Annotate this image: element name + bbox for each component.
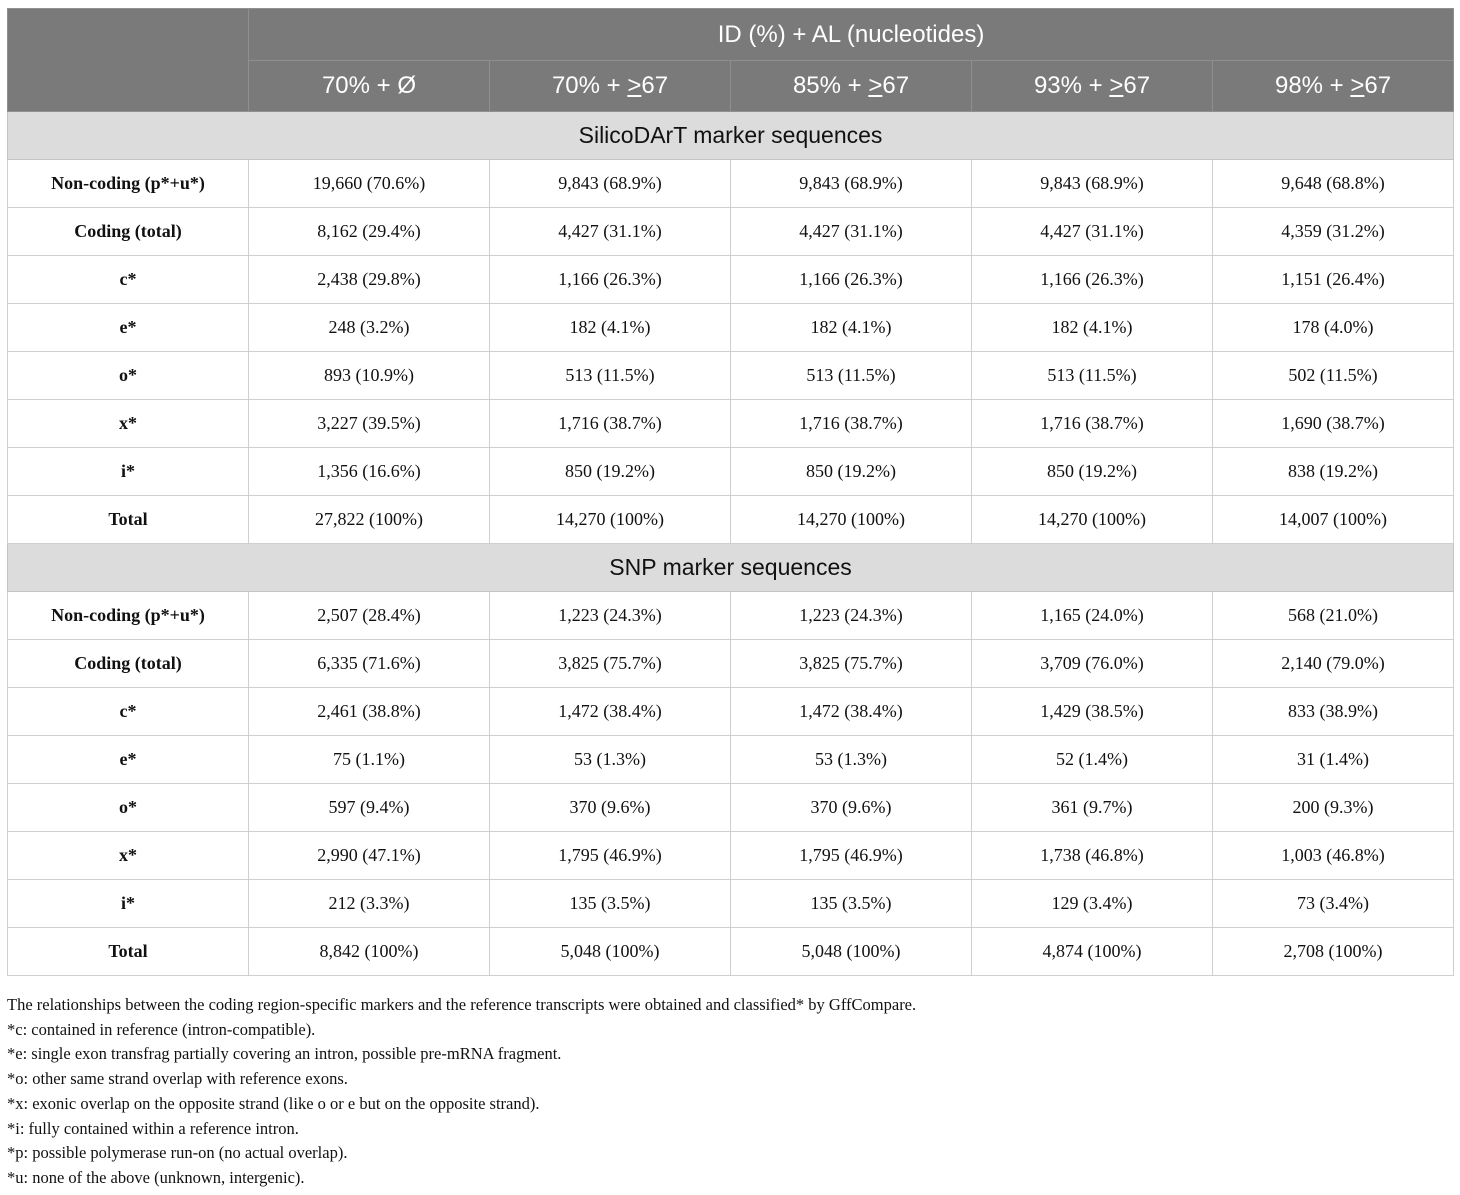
- header-corner-cell: [8, 9, 249, 112]
- table-body: [8, 112, 1454, 976]
- row-label: Total: [8, 928, 249, 976]
- table-cell: 1,429 (38.5%): [972, 688, 1213, 736]
- table-cell: 4,874 (100%): [972, 928, 1213, 976]
- table-row: [8, 832, 1454, 880]
- footnote: *x: exonic overlap on the opposite strand (like o or e but on the opposite strand).: [7, 1093, 540, 1113]
- table-row: [8, 448, 1454, 496]
- table-cell: 73 (3.4%): [1213, 880, 1454, 928]
- row-label: Non-coding (p*+u*): [8, 160, 249, 208]
- table-cell: 2,140 (79.0%): [1213, 640, 1454, 688]
- table-cell: 1,716 (38.7%): [490, 400, 731, 448]
- column-header-separator: +: [599, 72, 628, 99]
- table-cell: 248 (3.2%): [249, 304, 490, 352]
- table-cell: 1,795 (46.9%): [490, 832, 731, 880]
- table-cell: 212 (3.3%): [249, 880, 490, 928]
- table-cell: 14,270 (100%): [731, 496, 972, 544]
- column-header-al: 67: [1123, 72, 1151, 99]
- table-cell: 2,507 (28.4%): [249, 592, 490, 640]
- table-cell: 370 (9.6%): [490, 784, 731, 832]
- table-cell: 1,223 (24.3%): [490, 592, 731, 640]
- table-cell: 14,270 (100%): [490, 496, 731, 544]
- table-row: [8, 688, 1454, 736]
- row-label: i*: [8, 880, 249, 928]
- table-cell: 1,795 (46.9%): [731, 832, 972, 880]
- table-cell: 4,359 (31.2%): [1213, 208, 1454, 256]
- table-row: [8, 304, 1454, 352]
- row-label: Non-coding (p*+u*): [8, 592, 249, 640]
- table-cell: 129 (3.4%): [972, 880, 1213, 928]
- table-cell: 4,427 (31.1%): [972, 208, 1213, 256]
- classification-table: [7, 8, 1454, 976]
- column-header-separator: +: [840, 72, 869, 99]
- table-cell: 1,472 (38.4%): [490, 688, 731, 736]
- row-label: c*: [8, 256, 249, 304]
- row-label: e*: [8, 736, 249, 784]
- table-cell: 9,648 (68.8%): [1213, 160, 1454, 208]
- row-label: o*: [8, 352, 249, 400]
- table-cell: 27,822 (100%): [249, 496, 490, 544]
- table-footnotes: [7, 993, 1453, 1191]
- table-cell: 833 (38.9%): [1213, 688, 1454, 736]
- column-header: [490, 61, 731, 112]
- table-row: [8, 400, 1454, 448]
- table-row: [8, 592, 1454, 640]
- table-cell: 53 (1.3%): [731, 736, 972, 784]
- column-header-id: 98%: [1274, 72, 1324, 99]
- column-header-id: 70%: [321, 72, 370, 99]
- row-label: c*: [8, 688, 249, 736]
- table-cell: 2,990 (47.1%): [249, 832, 490, 880]
- table-row: [8, 640, 1454, 688]
- table-cell: 2,438 (29.8%): [249, 256, 490, 304]
- table-cell: 135 (3.5%): [490, 880, 731, 928]
- table-cell: 8,842 (100%): [249, 928, 490, 976]
- table-cell: 1,165 (24.0%): [972, 592, 1213, 640]
- column-header-al: 67: [641, 72, 669, 99]
- column-header-id: 85%: [792, 72, 841, 99]
- column-header: [249, 61, 490, 112]
- table-cell: 2,461 (38.8%): [249, 688, 490, 736]
- table-cell: 5,048 (100%): [490, 928, 731, 976]
- table-cell: 361 (9.7%): [972, 784, 1213, 832]
- table-cell: 1,738 (46.8%): [972, 832, 1213, 880]
- column-header-separator: +: [1081, 72, 1110, 99]
- section-title: SNP marker sequences: [8, 544, 1454, 592]
- column-header: [972, 61, 1213, 112]
- table-cell: 1,003 (46.8%): [1213, 832, 1454, 880]
- column-header-ge-symbol: >: [1350, 72, 1365, 99]
- table-row: [8, 784, 1454, 832]
- table-cell: 1,166 (26.3%): [972, 256, 1213, 304]
- footnote: *i: fully contained within a reference intron.: [7, 1118, 299, 1138]
- table-caption-note: The relationships between the coding region-specific markers and the reference transcripts were obtained and classified* by GffCompare.: [7, 995, 917, 1014]
- table-cell: 53 (1.3%): [490, 736, 731, 784]
- table-cell: 31 (1.4%): [1213, 736, 1454, 784]
- column-header-al: 67: [882, 72, 910, 99]
- table-cell: 513 (11.5%): [490, 352, 731, 400]
- table-cell: 52 (1.4%): [972, 736, 1213, 784]
- column-header: [1213, 61, 1454, 112]
- table-cell: 4,427 (31.1%): [490, 208, 731, 256]
- column-header-ge-symbol: >: [1109, 72, 1124, 99]
- column-header-al: Ø: [397, 72, 417, 99]
- table-cell: 850 (19.2%): [972, 448, 1213, 496]
- table-row: [8, 208, 1454, 256]
- footnote: *u: none of the above (unknown, intergenic).: [7, 1167, 305, 1187]
- table-header: [8, 9, 1454, 112]
- column-header-al: 67: [1364, 72, 1392, 99]
- row-label: o*: [8, 784, 249, 832]
- table-cell: 9,843 (68.9%): [972, 160, 1213, 208]
- table-cell: 1,151 (26.4%): [1213, 256, 1454, 304]
- section-title: SilicoDArT marker sequences: [8, 112, 1454, 160]
- results-table-container: [7, 8, 1453, 976]
- table-cell: 182 (4.1%): [490, 304, 731, 352]
- table-cell: 1,472 (38.4%): [731, 688, 972, 736]
- table-cell: 597 (9.4%): [249, 784, 490, 832]
- row-label: Coding (total): [8, 208, 249, 256]
- table-row: [8, 928, 1454, 976]
- table-cell: 1,223 (24.3%): [731, 592, 972, 640]
- table-cell: 3,227 (39.5%): [249, 400, 490, 448]
- table-cell: 3,825 (75.7%): [490, 640, 731, 688]
- table-cell: 14,007 (100%): [1213, 496, 1454, 544]
- table-cell: 1,716 (38.7%): [731, 400, 972, 448]
- table-cell: 9,843 (68.9%): [490, 160, 731, 208]
- table-cell: 8,162 (29.4%): [249, 208, 490, 256]
- table-cell: 182 (4.1%): [731, 304, 972, 352]
- table-row: [8, 736, 1454, 784]
- table-cell: 513 (11.5%): [731, 352, 972, 400]
- column-header-ge-symbol: >: [627, 72, 642, 99]
- table-cell: 893 (10.9%): [249, 352, 490, 400]
- row-label: x*: [8, 832, 249, 880]
- column-header-ge-symbol: >: [868, 72, 883, 99]
- table-cell: 5,048 (100%): [731, 928, 972, 976]
- footnote: *p: possible polymerase run-on (no actual overlap).: [7, 1143, 348, 1163]
- header-group-title: ID (%) + AL (nucleotides): [249, 9, 1454, 61]
- table-cell: 200 (9.3%): [1213, 784, 1454, 832]
- section-header-row: [8, 112, 1454, 160]
- table-cell: 513 (11.5%): [972, 352, 1213, 400]
- table-cell: 6,335 (71.6%): [249, 640, 490, 688]
- table-cell: 135 (3.5%): [731, 880, 972, 928]
- table-cell: 3,825 (75.7%): [731, 640, 972, 688]
- footnote: *o: other same strand overlap with reference exons.: [7, 1069, 348, 1089]
- table-cell: 1,356 (16.6%): [249, 448, 490, 496]
- table-cell: 838 (19.2%): [1213, 448, 1454, 496]
- section-header-row: [8, 544, 1454, 592]
- table-cell: 2,708 (100%): [1213, 928, 1454, 976]
- table-cell: 502 (11.5%): [1213, 352, 1454, 400]
- column-header-id: 70%: [551, 72, 600, 99]
- table-row: [8, 496, 1454, 544]
- table-cell: 178 (4.0%): [1213, 304, 1454, 352]
- row-label: e*: [8, 304, 249, 352]
- table-cell: 4,427 (31.1%): [731, 208, 972, 256]
- table-cell: 3,709 (76.0%): [972, 640, 1213, 688]
- table-cell: 1,690 (38.7%): [1213, 400, 1454, 448]
- table-cell: 568 (21.0%): [1213, 592, 1454, 640]
- row-label: Coding (total): [8, 640, 249, 688]
- table-row: [8, 160, 1454, 208]
- table-row: [8, 880, 1454, 928]
- table-cell: 182 (4.1%): [972, 304, 1213, 352]
- row-label: i*: [8, 448, 249, 496]
- column-header: [731, 61, 972, 112]
- column-header-separator: +: [1323, 72, 1351, 99]
- table-row: [8, 256, 1454, 304]
- row-label: Total: [8, 496, 249, 544]
- table-cell: 19,660 (70.6%): [249, 160, 490, 208]
- row-label: x*: [8, 400, 249, 448]
- table-cell: 1,166 (26.3%): [731, 256, 972, 304]
- table-cell: 1,166 (26.3%): [490, 256, 731, 304]
- table-cell: 1,716 (38.7%): [972, 400, 1213, 448]
- table-cell: 14,270 (100%): [972, 496, 1213, 544]
- table-cell: 370 (9.6%): [731, 784, 972, 832]
- column-header-separator: +: [370, 72, 398, 99]
- table-cell: 75 (1.1%): [249, 736, 490, 784]
- column-header-id: 93%: [1033, 72, 1082, 99]
- footnote: *e: single exon transfrag partially covering an intron, possible pre-mRNA fragment.: [7, 1044, 562, 1064]
- footnote: *c: contained in reference (intron-compatible).: [7, 1019, 316, 1039]
- table-cell: 850 (19.2%): [490, 448, 731, 496]
- table-cell: 850 (19.2%): [731, 448, 972, 496]
- table-row: [8, 352, 1454, 400]
- table-cell: 9,843 (68.9%): [731, 160, 972, 208]
